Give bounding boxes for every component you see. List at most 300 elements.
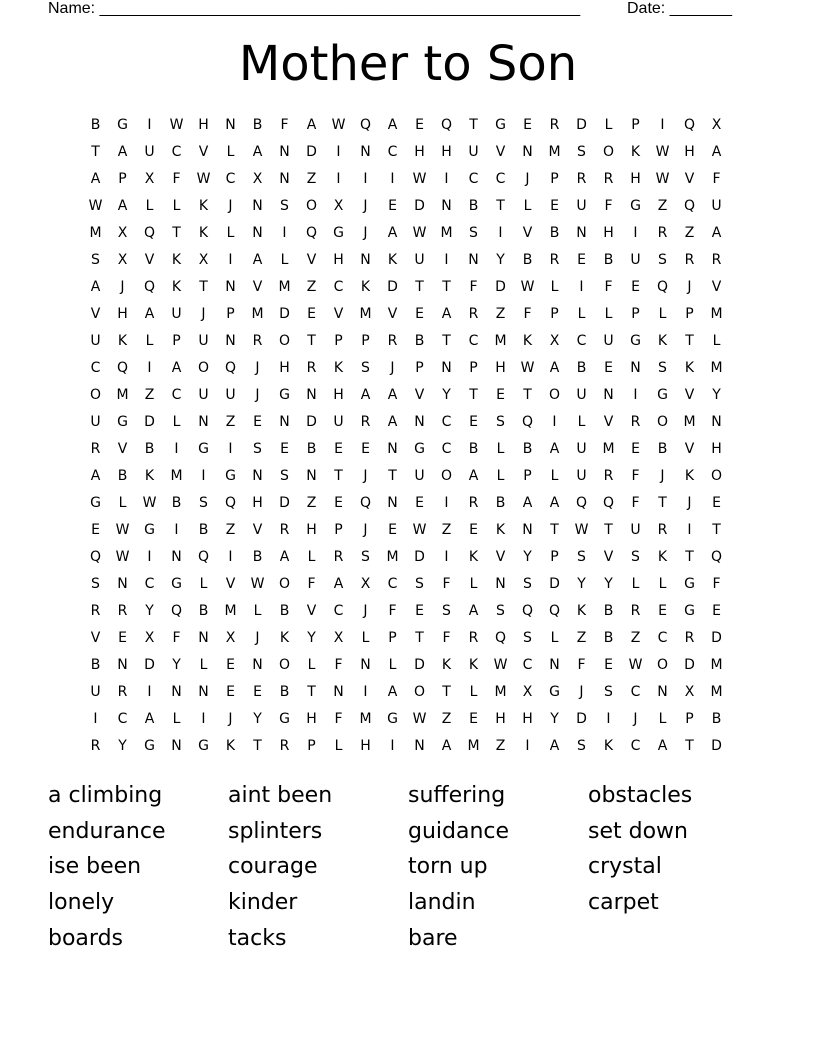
grid-letter[interactable]: S xyxy=(280,468,289,484)
grid-letter[interactable]: L xyxy=(388,657,397,673)
grid-letter[interactable]: W xyxy=(655,171,670,187)
grid-letter[interactable]: R xyxy=(603,468,614,484)
grid-letter[interactable]: N xyxy=(252,225,263,241)
grid-letter[interactable]: Q xyxy=(548,603,561,619)
grid-letter[interactable]: O xyxy=(305,198,318,214)
grid-letter[interactable]: T xyxy=(172,225,181,241)
grid-letter[interactable]: N xyxy=(252,468,263,484)
grid-letter[interactable]: L xyxy=(334,738,343,754)
grid-letter[interactable]: N xyxy=(441,198,452,214)
grid-letter[interactable]: Y xyxy=(118,738,127,754)
grid-letter[interactable]: A xyxy=(252,144,263,160)
grid-letter[interactable]: L xyxy=(307,549,316,565)
grid-letter[interactable]: I xyxy=(228,252,233,268)
grid-letter[interactable]: X xyxy=(144,630,155,646)
grid-letter[interactable]: L xyxy=(469,576,478,592)
grid-letter[interactable]: D xyxy=(387,279,398,295)
grid-letter[interactable]: A xyxy=(117,144,128,160)
grid-letter[interactable]: I xyxy=(336,171,341,187)
grid-letter[interactable]: D xyxy=(306,414,317,430)
grid-letter[interactable]: G xyxy=(225,468,236,484)
grid-letter[interactable]: R xyxy=(468,630,479,646)
grid-letter[interactable]: U xyxy=(603,333,614,349)
grid-letter[interactable]: Q xyxy=(683,117,696,133)
grid-letter[interactable]: N xyxy=(603,387,614,403)
grid-letter[interactable]: W xyxy=(628,657,643,673)
grid-letter[interactable]: K xyxy=(522,333,533,349)
grid-letter[interactable]: N xyxy=(306,387,317,403)
grid-letter[interactable]: V xyxy=(252,522,263,538)
grid-letter[interactable]: T xyxy=(712,522,721,538)
grid-letter[interactable]: T xyxy=(415,630,424,646)
grid-letter[interactable]: V xyxy=(711,279,722,295)
grid-letter[interactable]: O xyxy=(440,468,453,484)
grid-letter[interactable]: B xyxy=(549,225,560,241)
grid-letter[interactable]: Q xyxy=(116,360,129,376)
grid-letter[interactable]: M xyxy=(710,360,723,376)
grid-letter[interactable]: E xyxy=(253,684,262,700)
grid-letter[interactable]: R xyxy=(117,684,128,700)
grid-letter[interactable]: D xyxy=(549,576,560,592)
grid-letter[interactable]: Y xyxy=(712,387,721,403)
grid-letter[interactable]: I xyxy=(93,711,98,727)
grid-letter[interactable]: U xyxy=(414,252,425,268)
grid-letter[interactable]: A xyxy=(306,117,317,133)
grid-letter[interactable]: I xyxy=(525,738,530,754)
grid-letter[interactable]: C xyxy=(441,414,452,430)
grid-letter[interactable]: U xyxy=(225,387,236,403)
grid-letter[interactable]: Q xyxy=(89,549,102,565)
grid-letter[interactable]: K xyxy=(468,549,479,565)
grid-letter[interactable]: U xyxy=(90,333,101,349)
grid-letter[interactable]: V xyxy=(603,414,614,430)
grid-letter[interactable]: A xyxy=(657,738,668,754)
grid-letter[interactable]: Y xyxy=(550,711,559,727)
grid-letter[interactable]: A xyxy=(441,738,452,754)
grid-letter[interactable]: F xyxy=(334,657,343,673)
grid-letter[interactable]: Z xyxy=(495,738,506,754)
grid-letter[interactable]: T xyxy=(307,684,316,700)
grid-letter[interactable]: A xyxy=(387,117,398,133)
grid-letter[interactable]: A xyxy=(90,171,101,187)
grid-letter[interactable]: T xyxy=(685,333,694,349)
grid-letter[interactable]: U xyxy=(576,468,587,484)
grid-letter[interactable]: M xyxy=(89,225,102,241)
grid-letter[interactable]: A xyxy=(549,738,560,754)
grid-letter[interactable]: F xyxy=(469,279,478,295)
grid-letter[interactable]: M xyxy=(467,738,480,754)
grid-letter[interactable]: K xyxy=(279,630,290,646)
grid-letter[interactable]: K xyxy=(198,225,209,241)
grid-letter[interactable]: T xyxy=(199,279,208,295)
grid-letter[interactable]: U xyxy=(630,252,641,268)
grid-letter[interactable]: T xyxy=(388,468,397,484)
grid-letter[interactable]: R xyxy=(90,441,101,457)
grid-letter[interactable]: W xyxy=(412,225,427,241)
grid-letter[interactable]: Z xyxy=(306,495,317,511)
grid-letter[interactable]: X xyxy=(198,252,209,268)
grid-letter[interactable]: T xyxy=(253,738,262,754)
grid-letter[interactable]: L xyxy=(604,306,613,322)
grid-letter[interactable]: M xyxy=(710,306,723,322)
grid-letter[interactable]: A xyxy=(117,198,128,214)
grid-letter[interactable]: R xyxy=(306,360,317,376)
grid-letter[interactable]: M xyxy=(548,144,561,160)
grid-letter[interactable]: G xyxy=(198,738,209,754)
grid-letter[interactable]: C xyxy=(441,441,452,457)
grid-letter[interactable]: S xyxy=(91,252,100,268)
grid-letter[interactable]: U xyxy=(333,414,344,430)
grid-letter[interactable]: C xyxy=(171,387,182,403)
grid-letter[interactable]: M xyxy=(224,603,237,619)
grid-letter[interactable]: H xyxy=(252,495,263,511)
grid-letter[interactable]: N xyxy=(252,198,263,214)
grid-letter[interactable]: N xyxy=(522,144,533,160)
grid-letter[interactable]: C xyxy=(171,144,182,160)
grid-letter[interactable]: U xyxy=(171,306,182,322)
grid-letter[interactable]: V xyxy=(495,549,506,565)
grid-letter[interactable]: T xyxy=(604,522,613,538)
grid-letter[interactable]: N xyxy=(198,414,209,430)
grid-letter[interactable]: S xyxy=(253,441,262,457)
grid-letter[interactable]: U xyxy=(576,387,587,403)
grid-letter[interactable]: L xyxy=(658,306,667,322)
grid-letter[interactable]: L xyxy=(226,144,235,160)
grid-letter[interactable]: R xyxy=(630,414,641,430)
name-field[interactable]: Name: ______________________________________________________ xyxy=(48,0,581,17)
grid-letter[interactable]: F xyxy=(604,198,613,214)
grid-letter[interactable]: S xyxy=(361,360,370,376)
grid-letter[interactable]: W xyxy=(493,657,508,673)
grid-letter[interactable]: L xyxy=(604,117,613,133)
grid-letter[interactable]: S xyxy=(658,252,667,268)
grid-letter[interactable]: K xyxy=(657,549,668,565)
grid-letter[interactable]: W xyxy=(250,576,265,592)
grid-letter[interactable]: A xyxy=(441,306,452,322)
grid-letter[interactable]: X xyxy=(252,171,263,187)
grid-letter[interactable]: A xyxy=(387,225,398,241)
grid-letter[interactable]: O xyxy=(656,657,669,673)
grid-letter[interactable]: G xyxy=(117,117,128,133)
grid-letter[interactable]: E xyxy=(280,441,289,457)
grid-letter[interactable]: N xyxy=(279,414,290,430)
grid-letter[interactable]: K xyxy=(198,198,209,214)
grid-letter[interactable]: O xyxy=(413,684,426,700)
grid-letter[interactable]: R xyxy=(333,549,344,565)
grid-letter[interactable]: T xyxy=(415,279,424,295)
grid-letter[interactable]: J xyxy=(579,684,584,700)
grid-letter[interactable]: W xyxy=(412,711,427,727)
grid-letter[interactable]: K xyxy=(495,522,506,538)
grid-letter[interactable]: D xyxy=(576,117,587,133)
grid-letter[interactable]: R xyxy=(387,333,398,349)
grid-letter[interactable]: A xyxy=(279,549,290,565)
grid-letter[interactable]: N xyxy=(360,252,371,268)
grid-letter[interactable]: R xyxy=(711,252,722,268)
grid-letter[interactable]: T xyxy=(442,279,451,295)
grid-letter[interactable]: I xyxy=(444,171,449,187)
grid-letter[interactable]: Y xyxy=(172,657,181,673)
grid-letter[interactable]: G xyxy=(630,333,641,349)
grid-letter[interactable]: N xyxy=(441,360,452,376)
grid-letter[interactable]: L xyxy=(145,198,154,214)
grid-letter[interactable]: M xyxy=(494,684,507,700)
grid-letter[interactable]: M xyxy=(683,414,696,430)
grid-letter[interactable]: N xyxy=(522,522,533,538)
grid-letter[interactable]: G xyxy=(549,684,560,700)
grid-letter[interactable]: N xyxy=(387,495,398,511)
grid-letter[interactable]: E xyxy=(577,252,586,268)
grid-letter[interactable]: R xyxy=(657,522,668,538)
grid-letter[interactable]: C xyxy=(333,603,344,619)
grid-letter[interactable]: P xyxy=(388,630,397,646)
grid-letter[interactable]: P xyxy=(550,171,559,187)
grid-letter[interactable]: R xyxy=(468,306,479,322)
grid-letter[interactable]: R xyxy=(117,603,128,619)
grid-letter[interactable]: A xyxy=(549,495,560,511)
grid-letter[interactable]: D xyxy=(144,414,155,430)
grid-letter[interactable]: X xyxy=(522,684,533,700)
grid-letter[interactable]: A xyxy=(144,711,155,727)
grid-letter[interactable]: R xyxy=(279,738,290,754)
grid-letter[interactable]: F xyxy=(280,117,289,133)
grid-letter[interactable]: L xyxy=(550,468,559,484)
grid-letter[interactable]: E xyxy=(415,306,424,322)
grid-letter[interactable]: A xyxy=(468,603,479,619)
grid-letter[interactable]: J xyxy=(201,306,206,322)
grid-letter[interactable]: A xyxy=(549,360,560,376)
grid-letter[interactable]: P xyxy=(334,522,343,538)
grid-letter[interactable]: E xyxy=(415,495,424,511)
grid-letter[interactable]: C xyxy=(495,171,506,187)
grid-letter[interactable]: C xyxy=(225,171,236,187)
grid-letter[interactable]: B xyxy=(252,549,263,565)
grid-letter[interactable]: O xyxy=(656,414,669,430)
grid-letter[interactable]: U xyxy=(414,468,425,484)
grid-letter[interactable]: X xyxy=(711,117,722,133)
grid-letter[interactable]: D xyxy=(495,279,506,295)
grid-letter[interactable]: O xyxy=(602,144,615,160)
grid-letter[interactable]: V xyxy=(522,225,533,241)
grid-letter[interactable]: B xyxy=(468,441,479,457)
grid-letter[interactable]: Z xyxy=(576,630,587,646)
grid-letter[interactable]: H xyxy=(441,144,452,160)
grid-letter[interactable]: K xyxy=(144,468,155,484)
grid-letter[interactable]: K xyxy=(657,333,668,349)
grid-letter[interactable]: C xyxy=(657,630,668,646)
grid-letter[interactable]: P xyxy=(415,360,424,376)
grid-letter[interactable]: D xyxy=(414,549,425,565)
grid-letter[interactable]: Y xyxy=(307,630,316,646)
grid-letter[interactable]: Q xyxy=(305,225,318,241)
grid-letter[interactable]: O xyxy=(710,468,723,484)
grid-letter[interactable]: R xyxy=(549,117,560,133)
grid-letter[interactable]: Z xyxy=(306,171,317,187)
grid-letter[interactable]: S xyxy=(577,549,586,565)
grid-letter[interactable]: K xyxy=(603,738,614,754)
grid-letter[interactable]: C xyxy=(576,333,587,349)
grid-letter[interactable]: C xyxy=(468,333,479,349)
grid-letter[interactable]: G xyxy=(279,711,290,727)
grid-letter[interactable]: Z xyxy=(630,630,641,646)
grid-letter[interactable]: K xyxy=(225,738,236,754)
grid-letter[interactable]: I xyxy=(336,144,341,160)
grid-letter[interactable]: N xyxy=(198,630,209,646)
grid-letter[interactable]: O xyxy=(197,360,210,376)
grid-letter[interactable]: H xyxy=(495,360,506,376)
grid-letter[interactable]: N xyxy=(711,414,722,430)
grid-letter[interactable]: A xyxy=(171,360,182,376)
grid-letter[interactable]: C xyxy=(630,738,641,754)
grid-letter[interactable]: A xyxy=(468,468,479,484)
grid-letter[interactable]: I xyxy=(201,711,206,727)
grid-letter[interactable]: E xyxy=(523,117,532,133)
grid-letter[interactable]: Z xyxy=(225,414,236,430)
grid-letter[interactable]: E xyxy=(253,414,262,430)
grid-letter[interactable]: K xyxy=(360,279,371,295)
grid-letter[interactable]: B xyxy=(171,495,182,511)
grid-letter[interactable]: V xyxy=(603,549,614,565)
grid-letter[interactable]: R xyxy=(279,522,290,538)
grid-letter[interactable]: B xyxy=(279,603,290,619)
grid-letter[interactable]: X xyxy=(360,576,371,592)
grid-letter[interactable]: W xyxy=(655,144,670,160)
grid-letter[interactable]: E xyxy=(604,360,613,376)
grid-letter[interactable]: H xyxy=(279,360,290,376)
grid-letter[interactable]: Q xyxy=(575,495,588,511)
grid-letter[interactable]: D xyxy=(576,711,587,727)
grid-letter[interactable]: D xyxy=(711,630,722,646)
grid-letter[interactable]: P xyxy=(685,711,694,727)
grid-letter[interactable]: H xyxy=(333,252,344,268)
grid-letter[interactable]: E xyxy=(415,117,424,133)
grid-letter[interactable]: W xyxy=(196,171,211,187)
grid-letter[interactable]: S xyxy=(523,576,532,592)
grid-letter[interactable]: E xyxy=(307,306,316,322)
grid-letter[interactable]: N xyxy=(198,684,209,700)
grid-letter[interactable]: M xyxy=(440,225,453,241)
grid-letter[interactable]: E xyxy=(631,279,640,295)
grid-letter[interactable]: V xyxy=(306,252,317,268)
grid-letter[interactable]: I xyxy=(201,468,206,484)
grid-letter[interactable]: B xyxy=(495,495,506,511)
grid-letter[interactable]: R xyxy=(684,252,695,268)
grid-letter[interactable]: R xyxy=(360,414,371,430)
grid-letter[interactable]: R xyxy=(468,495,479,511)
grid-letter[interactable]: I xyxy=(390,738,395,754)
grid-letter[interactable]: J xyxy=(255,630,260,646)
grid-letter[interactable]: X xyxy=(225,630,236,646)
grid-letter[interactable]: K xyxy=(684,360,695,376)
grid-letter[interactable]: I xyxy=(606,711,611,727)
grid-letter[interactable]: S xyxy=(469,225,478,241)
grid-letter[interactable]: M xyxy=(170,468,183,484)
grid-letter[interactable]: H xyxy=(198,117,209,133)
grid-letter[interactable]: L xyxy=(172,711,181,727)
grid-letter[interactable]: K xyxy=(576,603,587,619)
grid-letter[interactable]: T xyxy=(496,198,505,214)
grid-letter[interactable]: L xyxy=(631,576,640,592)
grid-letter[interactable]: I xyxy=(498,225,503,241)
grid-letter[interactable]: L xyxy=(577,414,586,430)
grid-letter[interactable]: G xyxy=(117,414,128,430)
grid-letter[interactable]: A xyxy=(387,414,398,430)
grid-letter[interactable]: R xyxy=(603,171,614,187)
grid-letter[interactable]: A xyxy=(549,441,560,457)
grid-letter[interactable]: G xyxy=(333,225,344,241)
grid-letter[interactable]: J xyxy=(687,279,692,295)
grid-letter[interactable]: L xyxy=(469,684,478,700)
grid-letter[interactable]: X xyxy=(117,252,128,268)
grid-letter[interactable]: D xyxy=(414,198,425,214)
grid-letter[interactable]: Q xyxy=(224,495,237,511)
grid-letter[interactable]: E xyxy=(469,711,478,727)
grid-letter[interactable]: U xyxy=(630,522,641,538)
grid-letter[interactable]: B xyxy=(657,441,668,457)
grid-letter[interactable]: R xyxy=(90,603,101,619)
grid-letter[interactable]: E xyxy=(415,603,424,619)
grid-letter[interactable]: R xyxy=(90,738,101,754)
grid-letter[interactable]: W xyxy=(169,117,184,133)
grid-letter[interactable]: N xyxy=(630,360,641,376)
grid-letter[interactable]: M xyxy=(602,441,615,457)
grid-letter[interactable]: J xyxy=(255,387,260,403)
grid-letter[interactable]: S xyxy=(415,576,424,592)
grid-letter[interactable]: F xyxy=(388,603,397,619)
grid-letter[interactable]: Q xyxy=(656,279,669,295)
grid-letter[interactable]: P xyxy=(226,306,235,322)
grid-letter[interactable]: T xyxy=(685,738,694,754)
grid-letter[interactable]: P xyxy=(118,171,127,187)
grid-letter[interactable]: P xyxy=(469,360,478,376)
grid-letter[interactable]: L xyxy=(307,657,316,673)
grid-letter[interactable]: S xyxy=(442,603,451,619)
grid-letter[interactable]: B xyxy=(468,198,479,214)
grid-letter[interactable]: N xyxy=(657,684,668,700)
grid-letter[interactable]: Y xyxy=(604,576,613,592)
grid-letter[interactable]: E xyxy=(550,198,559,214)
grid-letter[interactable]: O xyxy=(278,657,291,673)
grid-letter[interactable]: Q xyxy=(359,495,372,511)
grid-letter[interactable]: N xyxy=(225,279,236,295)
grid-letter[interactable]: C xyxy=(117,711,128,727)
grid-letter[interactable]: Q xyxy=(197,549,210,565)
grid-letter[interactable]: E xyxy=(712,603,721,619)
grid-letter[interactable]: I xyxy=(147,549,152,565)
grid-letter[interactable]: N xyxy=(279,171,290,187)
grid-letter[interactable]: D xyxy=(414,657,425,673)
grid-letter[interactable]: W xyxy=(331,117,346,133)
grid-letter[interactable]: Y xyxy=(523,549,532,565)
grid-letter[interactable]: T xyxy=(469,387,478,403)
grid-letter[interactable]: S xyxy=(361,549,370,565)
grid-letter[interactable]: H xyxy=(360,738,371,754)
grid-letter[interactable]: L xyxy=(658,711,667,727)
grid-letter[interactable]: I xyxy=(444,495,449,511)
grid-letter[interactable]: Y xyxy=(496,252,505,268)
grid-letter[interactable]: C xyxy=(90,360,101,376)
grid-letter[interactable]: C xyxy=(387,576,398,592)
grid-letter[interactable]: L xyxy=(550,630,559,646)
grid-letter[interactable]: F xyxy=(712,576,721,592)
grid-letter[interactable]: Q xyxy=(143,279,156,295)
grid-letter[interactable]: N xyxy=(360,657,371,673)
grid-letter[interactable]: B xyxy=(603,603,614,619)
grid-letter[interactable]: D xyxy=(279,495,290,511)
grid-letter[interactable]: V xyxy=(198,144,209,160)
grid-letter[interactable]: V xyxy=(684,171,695,187)
grid-letter[interactable]: L xyxy=(199,576,208,592)
